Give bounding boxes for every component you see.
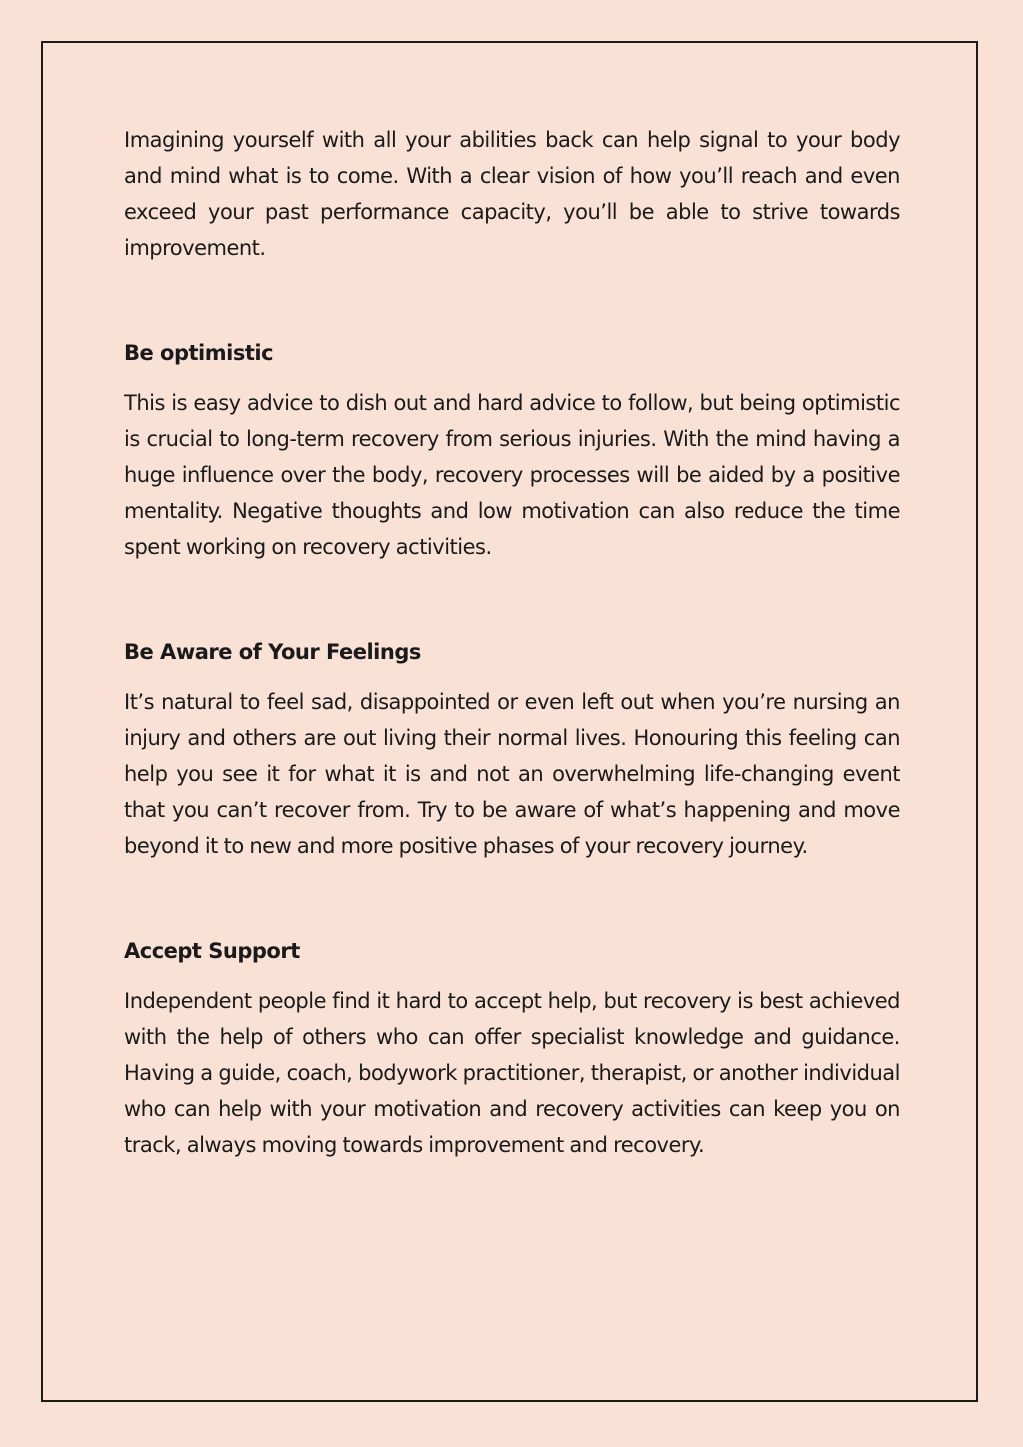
- section-heading-be-aware: Be Aware of Your Feelings: [124, 640, 421, 664]
- section-heading-accept-support: Accept Support: [124, 939, 300, 963]
- section-heading-be-optimistic: Be optimistic: [124, 341, 274, 365]
- document-content: [124, 122, 900, 1163]
- intro-paragraph: Imagining yourself with all your abilities back can help signal to your body and mind what is to come. With a clear vision of how you’ll reach and even exceed your past performance capacity, you’ll be able to strive towards improvement.: [124, 128, 900, 260]
- section-body-accept-support: Independent people find it hard to accept help, but recovery is best achieved with the help of others who can offer specialist knowledge and guidance. Having a guide, coach, bodywork practitioner, therapist, or another individual who can help with your motivation and recovery activities can keep you on track, always moving towards improvement and recovery.: [124, 989, 900, 1157]
- section-body-be-aware: It’s natural to feel sad, disappointed or even left out when you’re nursing an injury and others are out living their normal lives. Honouring this feeling can help you see it for what it is and not an overwhelming life-changing event that you can’t recover from. Try to be aware of what’s happening and move beyond it to new and more positive phases of your recovery journey.: [124, 690, 900, 858]
- section-body-be-optimistic: This is easy advice to dish out and hard advice to follow, but being optimistic is crucial to long-term recovery from serious injuries. With the mind having a huge influence over the body, recovery processes will be aided by a positive mentality. Negative thoughts and low motivation can also reduce the time spent working on recovery activities.: [124, 391, 900, 559]
